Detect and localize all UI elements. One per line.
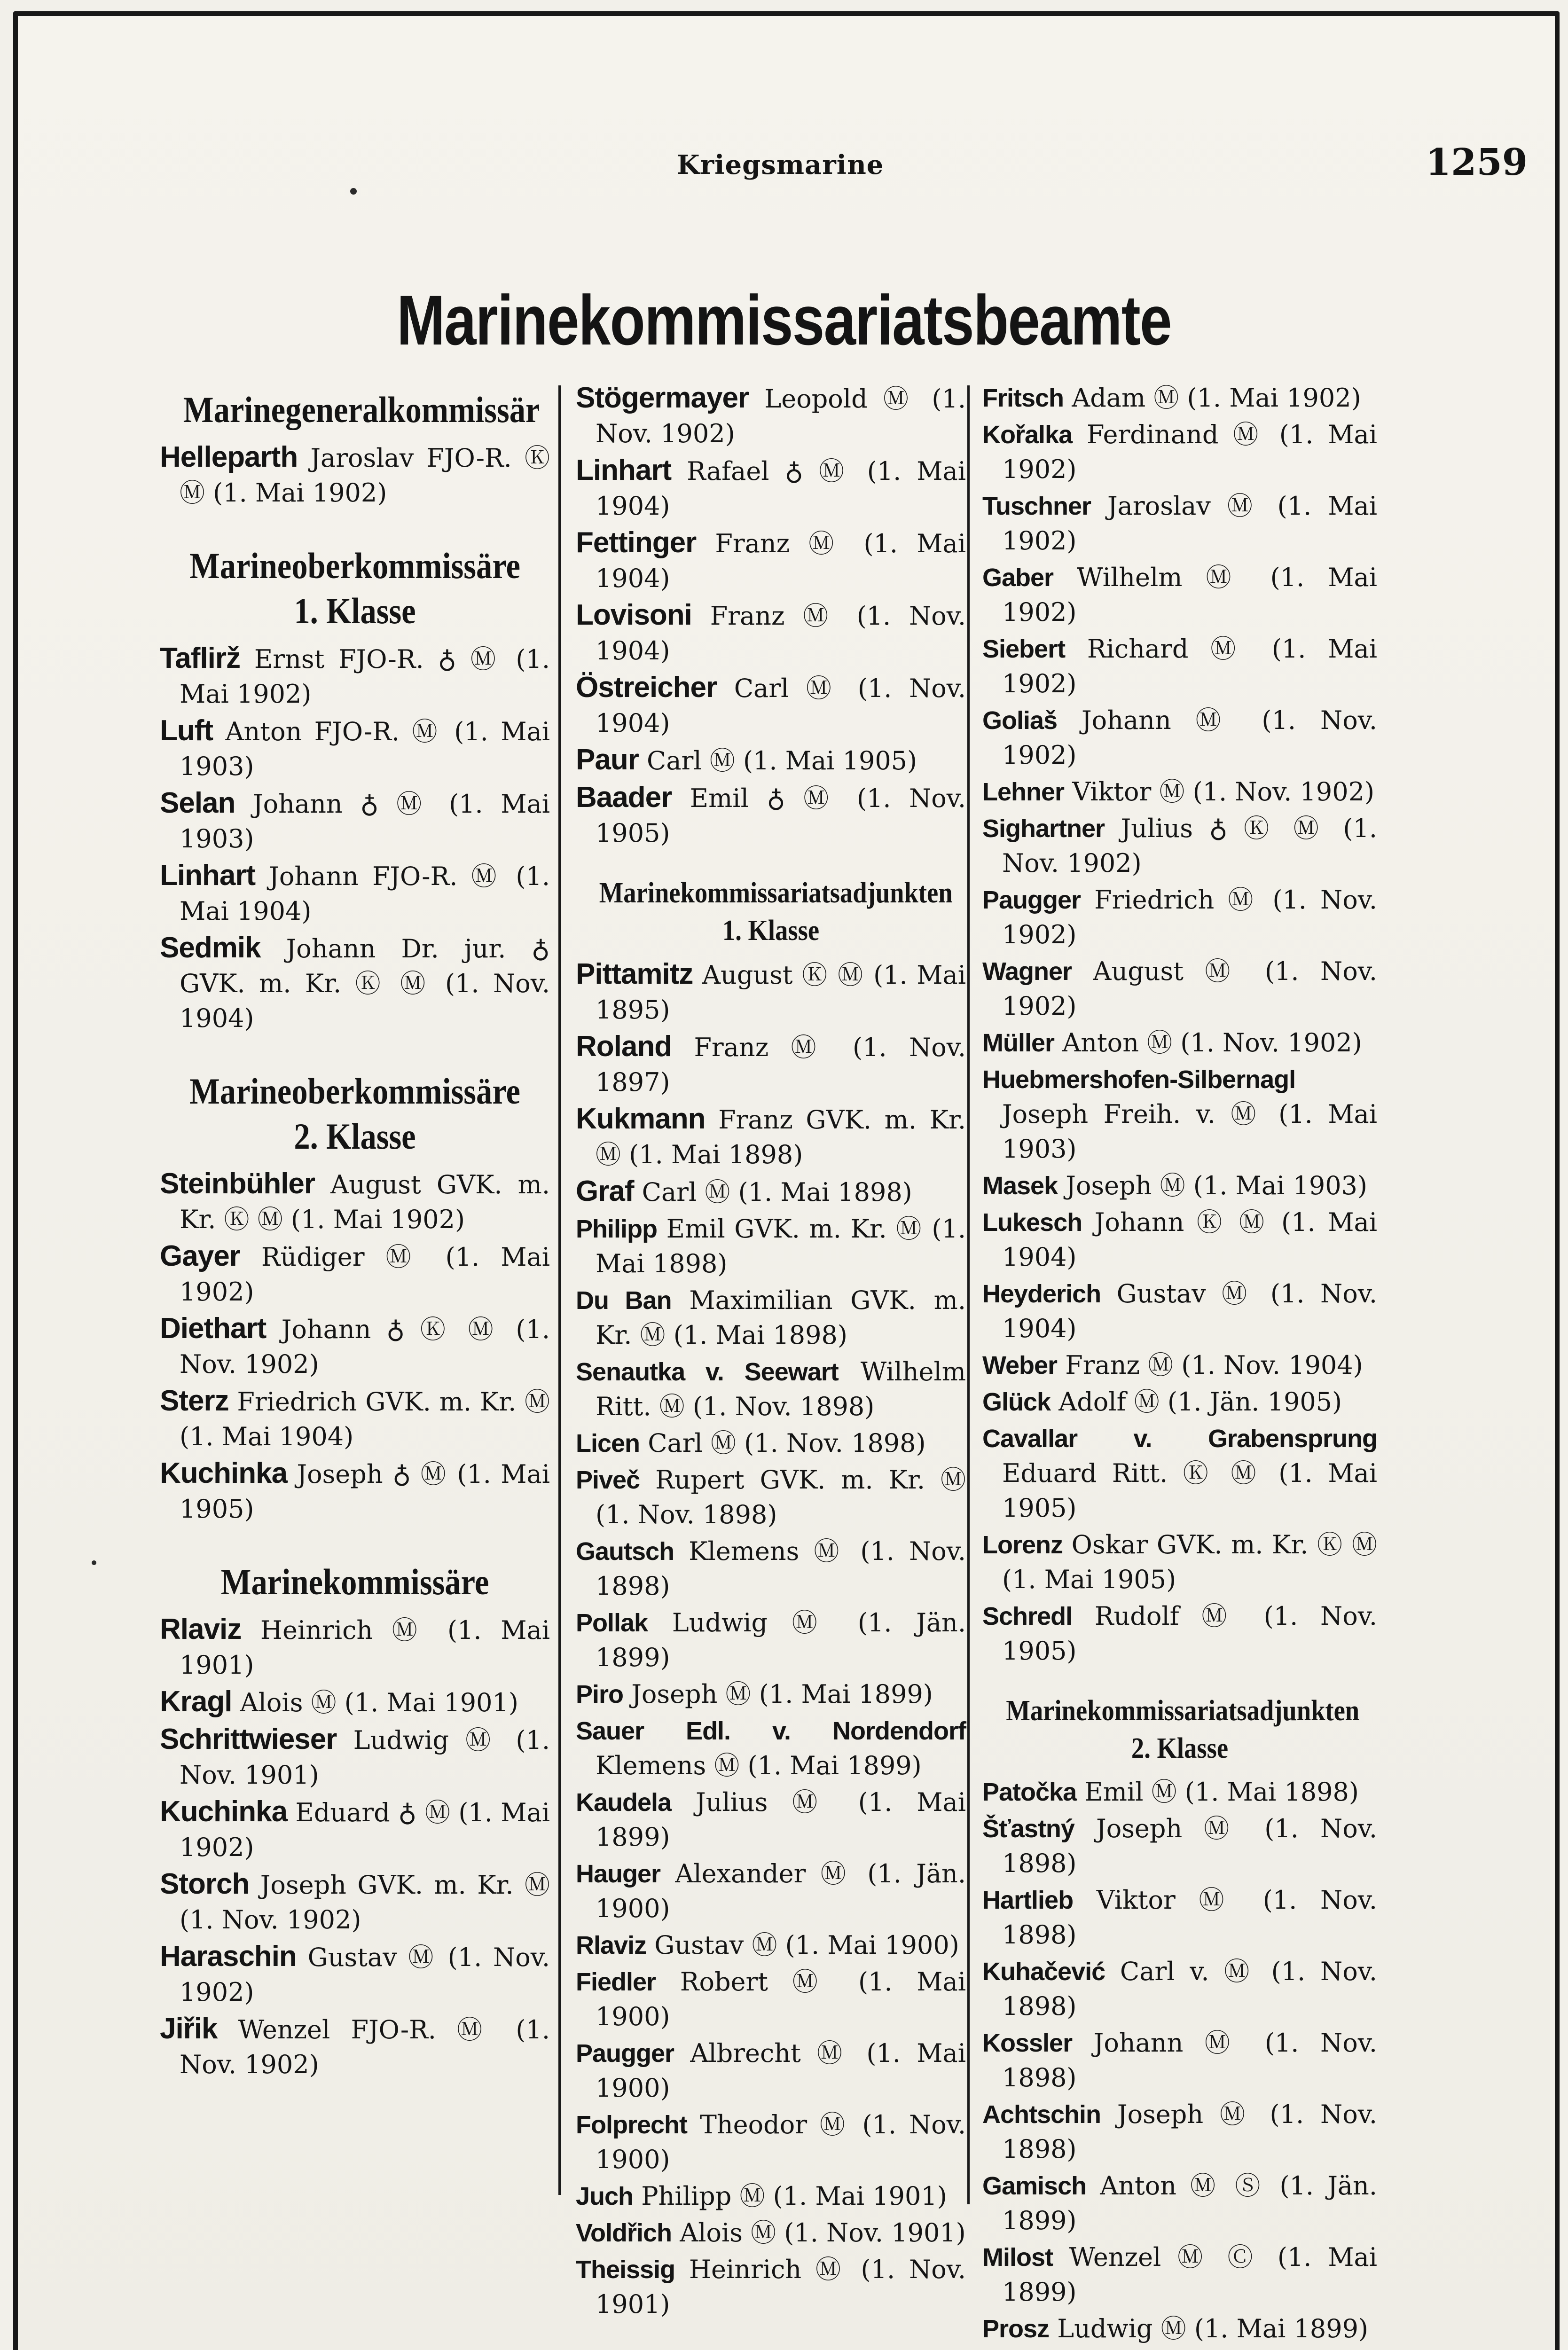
entry-surname: Patočka <box>982 1778 1077 1806</box>
entry-details: Carl Ⓜ (1. Nov. 1904) <box>596 674 966 738</box>
entry-details: Franz Ⓜ (1. Nov. 1904) <box>1065 1350 1363 1380</box>
entry <box>982 1883 1377 1952</box>
entry-surname: Paugger <box>982 886 1081 914</box>
entry-details: Joseph Ⓜ (1. Mai 1903) <box>1066 1171 1367 1200</box>
entry <box>576 1102 966 1172</box>
entry-details: Joseph Ⓜ (1. Mai 1899) <box>631 1679 933 1709</box>
entry <box>982 1062 1377 1167</box>
entry-details: Jaroslav Ⓜ (1. Mai 1902) <box>1002 491 1377 556</box>
entry <box>982 632 1377 701</box>
entry <box>982 1348 1377 1383</box>
entry-details: Alexander Ⓜ (1. Jän. 1900) <box>596 1859 966 1923</box>
entry-details: Johann Dr. jur. ♁ GVK. m. Kr. Ⓚ Ⓜ (1. Nov. 1904) <box>180 934 550 1033</box>
entry-surname: Folprecht <box>576 2111 688 2139</box>
entry <box>576 525 966 596</box>
entry <box>982 2026 1377 2095</box>
entry-details: Adam Ⓜ (1. Mai 1902) <box>1072 383 1361 413</box>
entry-surname: Kragl <box>160 1685 232 1718</box>
entry-details: Franz Ⓜ (1. Nov. 1897) <box>596 1033 966 1097</box>
entry-details: Carl Ⓜ (1. Nov. 1898) <box>648 1428 926 1458</box>
entry-details: Joseph Ⓜ (1. Nov. 1898) <box>1002 1814 1377 1878</box>
entry-surname: Linhart <box>160 859 256 892</box>
entry <box>576 957 966 1027</box>
column-rule-1 <box>558 385 561 2195</box>
entry <box>576 381 966 451</box>
entry-details: Alois Ⓜ (1. Mai 1901) <box>240 1688 518 1717</box>
entry <box>982 2097 1377 2167</box>
entry-details: Ernst FJO-R. ♁ Ⓜ (1. Mai 1902) <box>180 644 550 709</box>
entry <box>160 641 550 712</box>
entry-surname: Gamisch <box>982 2172 1087 2200</box>
section-heading: Marineoberkommissäre 1. Klasse <box>189 545 521 631</box>
entry <box>982 2348 1377 2350</box>
entry-surname: Goliaš <box>982 706 1058 735</box>
entry-details: Emil ♁ Ⓜ (1. Nov. 1905) <box>596 783 966 848</box>
entry-surname: Taflirž <box>160 642 240 674</box>
entry <box>576 1965 966 2034</box>
entry-details: Wilhelm Ⓜ (1. Mai 1902) <box>1002 563 1377 627</box>
entry <box>576 1928 966 1963</box>
entry-surname: Selan <box>160 787 235 819</box>
entry-surname: Paur <box>576 744 639 776</box>
entry-surname: Tuschner <box>982 492 1091 520</box>
entry-surname: Gautsch <box>576 1537 674 1566</box>
entry <box>982 417 1377 487</box>
entry-details: Viktor Ⓜ (1. Nov. 1902) <box>1072 777 1375 807</box>
entry-details: Gustav Ⓜ (1. Mai 1900) <box>654 1930 959 1960</box>
section-heading: Marinekommissäre <box>220 1561 489 1602</box>
entry-details: Klemens Ⓜ (1. Nov. 1898) <box>596 1536 966 1601</box>
entry <box>160 1612 550 1683</box>
entry <box>576 2179 966 2214</box>
entry <box>576 1463 966 1532</box>
entry-details: August Ⓜ (1. Nov. 1902) <box>1002 956 1377 1021</box>
entry <box>160 1684 550 1720</box>
entry-surname: Philipp <box>576 1215 657 1243</box>
entry-details: Maximilian GVK. m. Kr. Ⓜ (1. Mai 1898) <box>596 1285 966 1350</box>
entry-surname: Fiedler <box>576 1968 656 1996</box>
entry-details: Richard Ⓜ (1. Mai 1902) <box>1002 634 1377 698</box>
entry-details: Alois Ⓜ (1. Nov. 1901) <box>680 2218 966 2248</box>
section-heading: Marinekommissariatsadjunkten 1. Klasse <box>599 877 953 947</box>
running-head: Kriegsmarine <box>677 149 884 180</box>
section-heading: Marineoberkommissäre 2. Klasse <box>189 1071 521 1157</box>
entry-surname: Luft <box>160 714 213 747</box>
entry <box>576 1677 966 1712</box>
entry <box>982 1168 1377 1203</box>
entry-surname: Juch <box>576 2182 634 2210</box>
entry-surname: Lukesch <box>982 1208 1082 1237</box>
entry-details: Leopold Ⓜ (1. Nov. 1902) <box>596 384 966 448</box>
entry-details: Robert Ⓜ (1. Mai 1900) <box>596 1967 966 2031</box>
entry-surname: Wagner <box>982 957 1072 986</box>
entry-surname: Gayer <box>160 1240 240 1272</box>
entry <box>160 1167 550 1237</box>
entry-surname: Senautka v. Seewart <box>576 1358 839 1386</box>
entry-details: Oskar GVK. m. Kr. Ⓚ Ⓜ (1. Mai 1905) <box>1002 1530 1377 1594</box>
entry-details: Joseph Freih. v. Ⓜ (1. Mai 1903) <box>1002 1099 1377 1164</box>
entry-details: Eduard ♁ Ⓜ (1. Mai 1902) <box>180 1798 550 1862</box>
entry-surname: Lorenz <box>982 1531 1063 1559</box>
section-heading: Marinegeneralkommissär <box>183 389 540 430</box>
entry <box>160 931 550 1036</box>
entry-details: Rafael ♁ Ⓜ (1. Mai 1904) <box>596 456 966 521</box>
entry-surname: Glück <box>982 1388 1051 1416</box>
entry-surname: Siebert <box>982 635 1066 663</box>
entry <box>982 954 1377 1024</box>
column-1 <box>160 381 550 2084</box>
entry-details: Friedrich GVK. m. Kr. Ⓜ (1. Mai 1904) <box>180 1387 550 1451</box>
entry-details: Philipp Ⓜ (1. Mai 1901) <box>641 2181 947 2211</box>
entry-surname: Sedmik <box>160 932 261 964</box>
entry <box>160 440 550 510</box>
entry <box>982 381 1377 415</box>
entry-surname: Du Ban <box>576 1286 672 1315</box>
entry-surname: Gaber <box>982 564 1054 592</box>
entry-surname: Diethart <box>160 1312 267 1345</box>
entry-details: Johann ♁ Ⓜ (1. Mai 1903) <box>180 789 550 854</box>
entry-details: Johann Ⓜ (1. Nov. 1898) <box>1002 2028 1378 2092</box>
entry-surname: Piro <box>576 1680 624 1708</box>
page-title: Marinekommissariatsbeamte <box>397 281 1171 360</box>
entry <box>160 1384 550 1454</box>
entry-details: Johann ♁ Ⓚ Ⓜ (1. Nov. 1902) <box>180 1315 550 1379</box>
entry-details: Ludwig Ⓜ (1. Mai 1899) <box>1057 2314 1368 2343</box>
entry-surname: Stögermayer <box>576 382 749 414</box>
entry-surname: Kukmann <box>576 1103 706 1135</box>
entry-details: Eduard Ritt. Ⓚ Ⓜ (1. Mai 1905) <box>1002 1458 1377 1523</box>
entry-surname: Lehner <box>982 778 1065 806</box>
entry-surname: Östreicher <box>576 671 717 704</box>
entry <box>576 598 966 668</box>
entry <box>982 775 1377 809</box>
entry-details: Adolf Ⓜ (1. Jän. 1905) <box>1058 1387 1342 1417</box>
entry <box>982 1385 1377 1419</box>
entry <box>982 2169 1377 2238</box>
entry <box>982 1421 1377 1526</box>
entry <box>160 1311 550 1382</box>
ink-speck <box>350 188 357 195</box>
entry <box>576 453 966 524</box>
entry-details: Johann Ⓚ Ⓜ (1. Mai 1904) <box>1002 1207 1377 1272</box>
entry <box>160 1456 550 1527</box>
entry <box>576 2216 966 2250</box>
entry-surname: Schredl <box>982 1602 1073 1630</box>
entry-surname: Theissig <box>576 2256 675 2284</box>
entry-details: Anton Ⓜ (1. Nov. 1902) <box>1062 1028 1362 1058</box>
entry <box>576 2036 966 2106</box>
entry-surname: Licen <box>576 1429 640 1457</box>
page-number: 1259 <box>1425 141 1528 184</box>
entry-surname: Hartlieb <box>982 1886 1074 1914</box>
entry <box>576 2252 966 2322</box>
entry <box>982 703 1377 773</box>
entry-surname: Schrittwieser <box>160 1723 337 1755</box>
entry-surname: Helleparth <box>160 441 298 473</box>
entry <box>982 1954 1377 2024</box>
entry-details: Joseph GVK. m. Kr. Ⓜ (1. Nov. 1902) <box>180 1870 550 1935</box>
entry <box>576 1606 966 1675</box>
entry <box>982 489 1377 558</box>
entry-details: Wilhelm Ritt. Ⓜ (1. Nov. 1898) <box>596 1357 966 1421</box>
entry-surname: Paugger <box>576 2039 674 2068</box>
entry <box>576 1856 966 1926</box>
entry-details: Franz Ⓜ (1. Nov. 1904) <box>596 601 966 666</box>
entry-surname: Milost <box>982 2243 1053 2272</box>
entry <box>576 743 966 778</box>
entry-details: August GVK. m. Kr. Ⓚ Ⓜ (1. Mai 1902) <box>180 1170 550 1234</box>
entry-details: Wenzel FJO-R. Ⓜ (1. Nov. 1902) <box>180 2015 550 2079</box>
entry-details: Julius Ⓜ (1. Mai 1899) <box>596 1787 966 1852</box>
entry-surname: Pollak <box>576 1609 648 1637</box>
column-2 <box>576 381 966 2324</box>
entry <box>160 1939 550 2010</box>
entry-surname: Kuchinka <box>160 1795 288 1828</box>
entry <box>576 1212 966 1281</box>
entry-details: Carl v. Ⓜ (1. Nov. 1898) <box>1002 1957 1377 2021</box>
entry-surname: Huebmershofen-Silbernagl <box>982 1065 1296 1094</box>
entry-surname: Jiřik <box>160 2013 218 2045</box>
entry-details: Viktor Ⓜ (1. Nov. 1898) <box>1002 1885 1377 1950</box>
entry-details: Johann FJO-R. Ⓜ (1. Mai 1904) <box>180 862 550 926</box>
entry-surname: Sighartner <box>982 815 1105 843</box>
entry <box>160 1239 550 1309</box>
entry-details: Carl Ⓜ (1. Mai 1898) <box>642 1177 912 1207</box>
entry-surname: Steinbühler <box>160 1167 315 1200</box>
entry-details: Ferdinand Ⓜ (1. Mai 1902) <box>1002 420 1377 484</box>
entry <box>982 2311 1377 2346</box>
entry-surname: Linhart <box>576 454 672 486</box>
entry <box>160 1794 550 1865</box>
entry-surname: Piveč <box>576 1466 640 1494</box>
entry-details: Ludwig Ⓜ (1. Nov. 1901) <box>180 1725 550 1790</box>
entry <box>576 1283 966 1353</box>
entry-details: Julius ♁ Ⓚ Ⓜ (1. Nov. 1902) <box>1002 814 1377 878</box>
entry-surname: Sterz <box>160 1385 229 1417</box>
entry-surname: Rlaviz <box>576 1931 647 1959</box>
entry-surname: Kossler <box>982 2029 1073 2057</box>
entry <box>576 780 966 851</box>
entry-surname: Masek <box>982 1172 1058 1200</box>
ink-speck <box>92 1560 96 1565</box>
entry <box>982 1277 1377 1346</box>
entry-surname: Baader <box>576 781 672 814</box>
entry-details: Rüdiger Ⓜ (1. Mai 1902) <box>180 1242 550 1307</box>
entry <box>982 1775 1377 1810</box>
entry-details: Ludwig Ⓜ (1. Jän. 1899) <box>596 1608 966 1672</box>
entry-details: Albrecht Ⓜ (1. Mai 1900) <box>596 2038 966 2103</box>
entry-details: Franz Ⓜ (1. Mai 1904) <box>596 529 966 593</box>
entry-surname: Weber <box>982 1351 1058 1379</box>
entry <box>982 1026 1377 1060</box>
entry-details: Klemens Ⓜ (1. Mai 1899) <box>596 1751 922 1780</box>
entry-details: Heinrich Ⓜ (1. Nov. 1901) <box>596 2255 966 2319</box>
entry-details: Rudolf Ⓜ (1. Nov. 1905) <box>1002 1601 1377 1666</box>
entry <box>576 670 966 741</box>
entry-surname: Cavallar v. Grabensprung <box>982 1425 1377 1453</box>
entry <box>982 560 1377 630</box>
entry <box>982 1599 1377 1668</box>
entry-surname: Sauer Edl. v. Nordendorf <box>576 1717 966 1745</box>
entry <box>576 1714 966 1783</box>
entry-details: Johann Ⓜ (1. Nov. 1902) <box>1002 705 1378 770</box>
entry-surname: Kořalka <box>982 421 1073 449</box>
entry-surname: Roland <box>576 1030 672 1063</box>
entry-surname: Achtschin <box>982 2100 1101 2129</box>
entry-surname: Rlaviz <box>160 1613 242 1645</box>
entry-surname: Voldřich <box>576 2219 672 2247</box>
entry <box>160 2012 550 2082</box>
entry-surname: Hauger <box>576 1860 661 1888</box>
entry-surname: Graf <box>576 1175 634 1207</box>
entry <box>160 1722 550 1793</box>
entry <box>160 1867 550 1937</box>
entry-details: Jaroslav FJO-R. Ⓚ Ⓜ (1. Mai 1902) <box>180 443 550 508</box>
entry-details: Gustav Ⓜ (1. Nov. 1902) <box>180 1943 550 2007</box>
entry-surname: Heyderich <box>982 1280 1101 1308</box>
entry <box>160 786 550 856</box>
entry-surname: Kaudela <box>576 1788 672 1817</box>
entry-surname: Kuhačević <box>982 1958 1105 1986</box>
entry-details: Joseph ♁ Ⓜ (1. Mai 1905) <box>180 1459 550 1524</box>
entry <box>982 811 1377 881</box>
entry <box>982 883 1377 952</box>
entry-details: Franz GVK. m. Kr. Ⓜ (1. Mai 1898) <box>596 1105 966 1169</box>
entry-surname: Haraschin <box>160 1940 297 1973</box>
entry-surname: Kuchinka <box>160 1457 288 1489</box>
column-3 <box>982 381 1377 2350</box>
entry-surname: Müller <box>982 1029 1055 1057</box>
entry-details: Friedrich Ⓜ (1. Nov. 1902) <box>1002 885 1377 949</box>
entry-details: Theodor Ⓜ (1. Nov. 1900) <box>596 2110 966 2174</box>
entry <box>576 1355 966 1424</box>
entry-details: Carl Ⓜ (1. Mai 1905) <box>647 746 917 776</box>
entry-details: Anton FJO-R. Ⓜ (1. Mai 1903) <box>180 717 550 781</box>
entry <box>982 1528 1377 1597</box>
entry <box>982 2240 1377 2310</box>
entry <box>160 858 550 929</box>
entry-details: Wenzel Ⓜ Ⓒ (1. Mai 1899) <box>1002 2242 1377 2307</box>
entry-surname: Šťastný <box>982 1815 1074 1843</box>
entry-details: Joseph Ⓜ (1. Nov. 1898) <box>1002 2099 1377 2164</box>
entry <box>982 1811 1377 1881</box>
column-rule-2 <box>967 385 970 2204</box>
entry <box>160 713 550 784</box>
entry-surname: Storch <box>160 1868 250 1900</box>
entry <box>576 1785 966 1855</box>
entry-details: Anton Ⓜ Ⓢ (1. Jän. 1899) <box>1002 2171 1377 2235</box>
entry-surname: Fritsch <box>982 384 1064 412</box>
section-heading: Marinekommissariatsadjunkten 2. Klasse <box>1006 1695 1360 1764</box>
entry <box>576 1174 966 1210</box>
entry-details: August Ⓚ Ⓜ (1. Mai 1895) <box>596 960 966 1025</box>
entry <box>982 1205 1377 1275</box>
entry-surname: Fettinger <box>576 526 697 559</box>
entry-surname: Lovisoni <box>576 599 692 631</box>
entry <box>576 1426 966 1461</box>
entry-details: Emil GVK. m. Kr. Ⓜ (1. Mai 1898) <box>596 1214 966 1278</box>
entry <box>576 1534 966 1604</box>
entry <box>576 2107 966 2177</box>
entry-details: Heinrich Ⓜ (1. Mai 1901) <box>180 1615 550 1680</box>
entry-surname: Pittamitz <box>576 958 693 990</box>
entry-details: Gustav Ⓜ (1. Nov. 1904) <box>1002 1279 1377 1343</box>
entry-surname: Prosz <box>982 2315 1050 2343</box>
entry-details: Rupert GVK. m. Kr. Ⓜ (1. Nov. 1898) <box>596 1465 966 1529</box>
entry-details: Emil Ⓜ (1. Mai 1898) <box>1084 1777 1359 1807</box>
entry <box>576 1029 966 1100</box>
